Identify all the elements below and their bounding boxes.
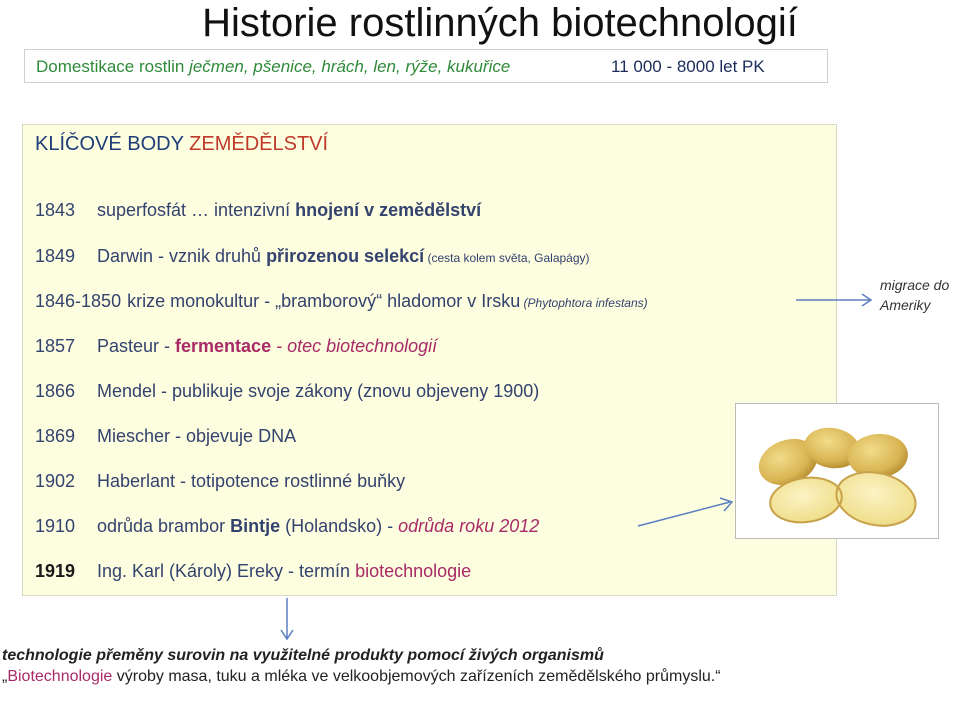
domestication-box [24, 49, 828, 83]
domestication-crops: ječmen, pšenice, hrách, len, rýže, kukuřice [189, 57, 511, 76]
arrow-down-icon [278, 598, 296, 642]
page-title: Historie rostlinných biotechnologií [202, 1, 798, 45]
potatoes-image [735, 403, 939, 539]
arrow-to-potatoes-icon [636, 496, 738, 532]
timeline-row-1846: 1846-1850 krize monokultur - „bramborový“ hladomor v Irsku (Phytophtora infestans) [35, 291, 648, 311]
biotech-definition: technologie přeměny surovin na využitelné produkty pomocí živých organismů [2, 647, 604, 664]
domestication-dates: 11 000 - 8000 let PK [611, 57, 765, 76]
timeline-row-1857: 1857 Pasteur - fermentace - otec biotechnologií [35, 336, 438, 356]
timeline-row-1919: 1919 Ing. Karl (Károly) Ereky - termín biotechnologie [35, 561, 472, 581]
timeline-row-1902: 1902 Haberlant - totipotence rostlinné buňky [35, 471, 406, 491]
timeline-row-1869: 1869 Miescher - objevuje DNA [35, 426, 297, 446]
arrow-to-migration-icon [796, 292, 876, 308]
migration-note: migrace do Ameriky [880, 277, 950, 313]
timeline-row-1849: 1849 Darwin - vznik druhů přirozenou selekcí (cesta kolem světa, Galapágy) [35, 246, 590, 266]
ereky-quote: „Biotechnologie výroby masa, tuku a mléka ve velkoobjemových zařízeních zemědělského průmyslu.“ [2, 668, 721, 685]
timeline-row-1843: 1843 superfosfát … intenzivní hnojení v zemědělství [35, 200, 482, 220]
timeline-row-1866: 1866 Mendel - publikuje svoje zákony (znovu objeveny 1900) [35, 381, 540, 401]
domestication-label: Domestikace rostlin [36, 57, 185, 76]
key-points-heading: KLÍČOVÉ BODY ZEMĚDĚLSTVÍ [35, 133, 329, 155]
timeline-row-1910: 1910 odrůda brambor Bintje (Holandsko) - odrůda roku 2012 [35, 516, 540, 536]
